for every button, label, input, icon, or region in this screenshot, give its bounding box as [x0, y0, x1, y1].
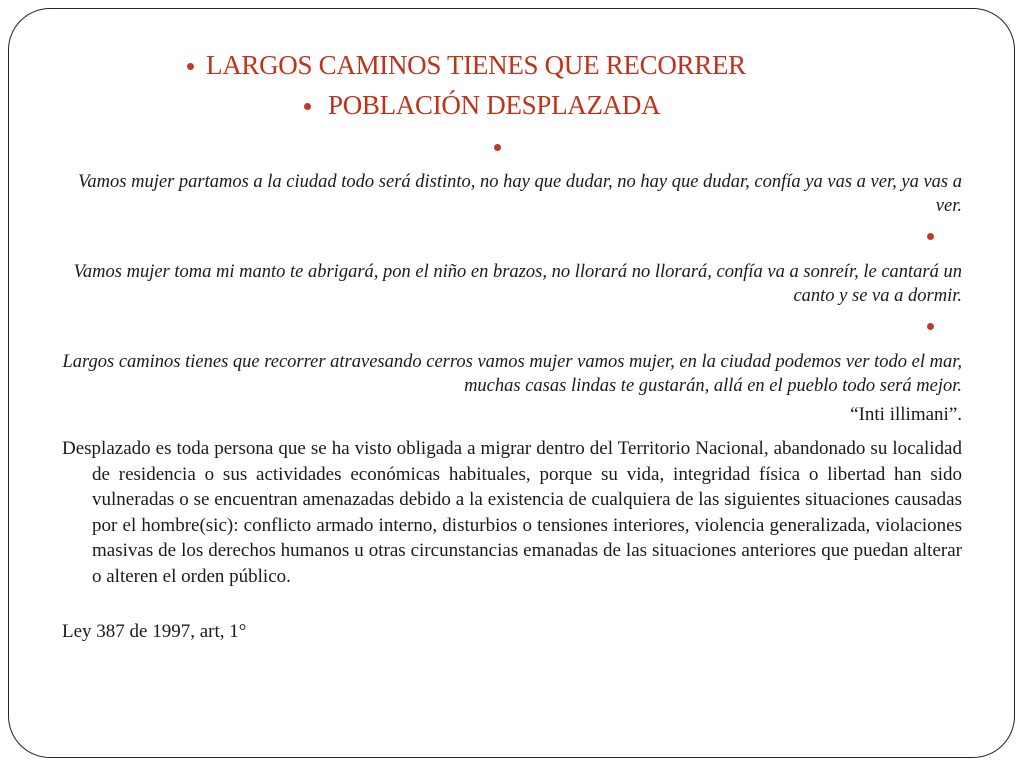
lyric-stanza-2: Vamos mujer toma mi manto te abrigará, pon el niño en brazos, no llorará no llorará, confía va a sonreír, le cantará un canto y se va a dormir.: [73, 262, 962, 306]
law-citation: Ley 387 de 1997, art, 1°: [62, 621, 247, 642]
lyric-stanza-1: Vamos mujer partamos a la ciudad todo será distinto, no hay que dudar, no hay que dudar, confía ya vas a ver, ya vas a ver.: [78, 172, 962, 216]
bullet-icon: [927, 323, 934, 330]
bullet-icon: [304, 103, 311, 110]
bullet-icon: [494, 144, 501, 151]
bullet-icon: [187, 63, 194, 70]
definition-paragraph: Desplazado es toda persona que se ha visto obligada a migrar dentro del Territorio Nacional, abandonado su localidad de residencia o sus actividades económicas habituales, porque su vida, integridad física o libertad han sido vulneradas o se encuentran amenazadas debido a la existencia de cualquiera de las siguientes situaciones causadas por el hombre(sic): conflicto armado interno, disturbios o tensiones interiores, violencia generalizada, violaciones masivas de los derechos humanos u otras circunstancias emanadas de las situaciones anteriores que puedan alterar o alteren el orden público.: [62, 438, 962, 587]
bullet-icon: [927, 233, 934, 240]
lyric-stanza-3: Largos caminos tienes que recorrer atravesando cerros vamos mujer vamos mujer, en la ciudad podemos ver todo el mar, muchas casas lindas te gustarán, allá en el pueblo todo será mejor.: [62, 352, 962, 396]
song-credit: “Inti illimani”.: [850, 404, 962, 425]
heading-poblacion-desplazada: POBLACIÓN DESPLAZADA: [328, 90, 661, 120]
heading-largos-caminos: LARGOS CAMINOS TIENES QUE RECORRER: [206, 50, 746, 80]
